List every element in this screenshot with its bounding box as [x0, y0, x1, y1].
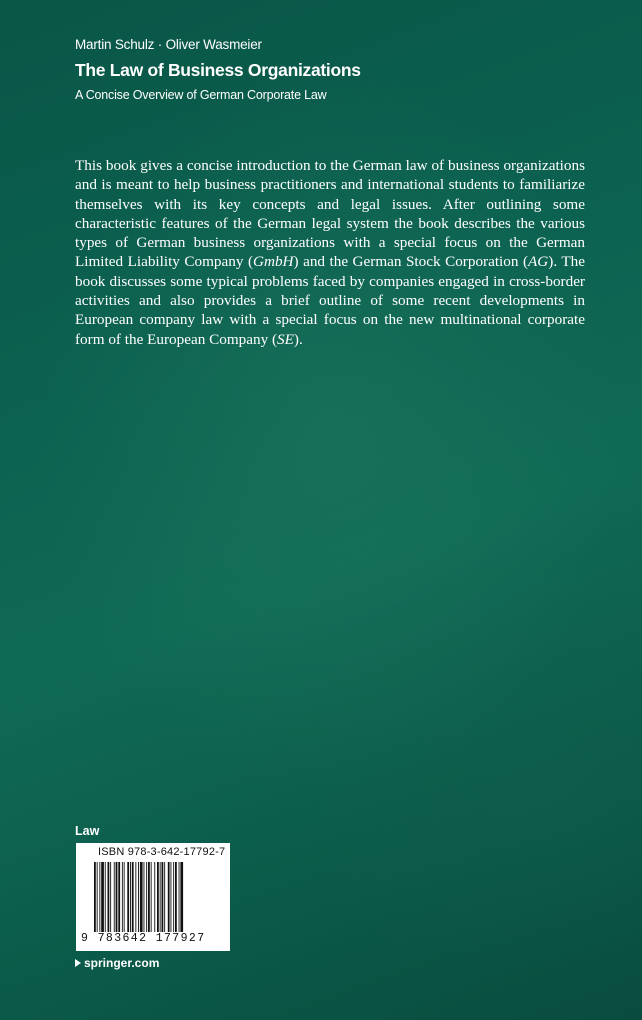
barcode-bar [99, 862, 100, 932]
barcode-bar [146, 862, 147, 932]
barcode-bar [110, 862, 111, 932]
barcode-bar [135, 862, 136, 932]
cover-header [75, 36, 575, 104]
barcode-bar [148, 862, 150, 932]
triangle-right-icon [75, 959, 81, 967]
barcode-bar [162, 862, 164, 932]
barcode-bar [124, 862, 125, 932]
barcode-bar [144, 862, 145, 932]
description-paragraph [75, 156, 585, 349]
barcode-bar [132, 862, 134, 932]
barcode-bar [168, 862, 170, 932]
book-description [75, 156, 585, 349]
barcode-bar [138, 862, 139, 932]
barcode-bar [127, 862, 129, 932]
barcode-bar [171, 862, 172, 932]
barcode-bar [160, 862, 161, 932]
book-subtitle: A Concise Overview of German Corporate Law [75, 88, 327, 102]
description-text: ) and the German Stock Corporation ( [293, 253, 529, 271]
description-italic-term: AG [528, 253, 549, 271]
publisher-link[interactable] [75, 955, 159, 971]
barcode-bar [116, 862, 118, 932]
description-text: ). [293, 330, 303, 348]
barcode-bar [114, 862, 115, 932]
description-text: ). The book discusses some typical problems faced by companies engaged in cross-border activities and also provides a brief outline of some recent developments in European company law with a special focus on the new multinational corporate form of the European Company ( [75, 253, 585, 348]
description-italic-term: SE [277, 330, 294, 348]
barcode-bar [179, 862, 180, 932]
barcode-bar [118, 862, 120, 932]
barcode-bar [94, 862, 96, 932]
barcode-bar [164, 862, 165, 932]
barcode-bar [101, 862, 104, 932]
barcode-bar [97, 862, 98, 932]
barcode-bar [180, 862, 183, 932]
barcode-bars [94, 862, 218, 932]
barcode-bar [140, 862, 143, 932]
barcode-bar [157, 862, 159, 932]
publisher-link-text: springer.com [84, 956, 160, 970]
isbn-barcode [76, 843, 230, 951]
description-italic-term: GmbH [253, 253, 294, 271]
book-title: The Law of Business Organizations [75, 60, 361, 80]
description-text: This book gives a concise introduction to the German law of business organizations and is meant to help business practitioners and international students to familiarize themselves with its key concepts and legal issues. After outlining some characteristic features of the German legal system the book describes the various types of German business organizations with a special focus on the German Limited Liability Company ( [75, 157, 585, 271]
barcode-bar [154, 862, 155, 932]
barcode-bar [130, 862, 131, 932]
category-label: Law [75, 824, 100, 838]
barcode-bar [173, 862, 174, 932]
isbn-text: ISBN 978-3-642-17792-7 [98, 846, 226, 858]
barcode-digits: 9 783642 177927 [81, 932, 206, 945]
barcode-bar [108, 862, 110, 932]
barcode-bar [175, 862, 177, 932]
barcode-bar [105, 862, 106, 932]
barcode-bar [122, 862, 123, 932]
authors: Martin Schulz · Oliver Wasmeier [75, 37, 262, 52]
barcode-bar [151, 862, 152, 932]
